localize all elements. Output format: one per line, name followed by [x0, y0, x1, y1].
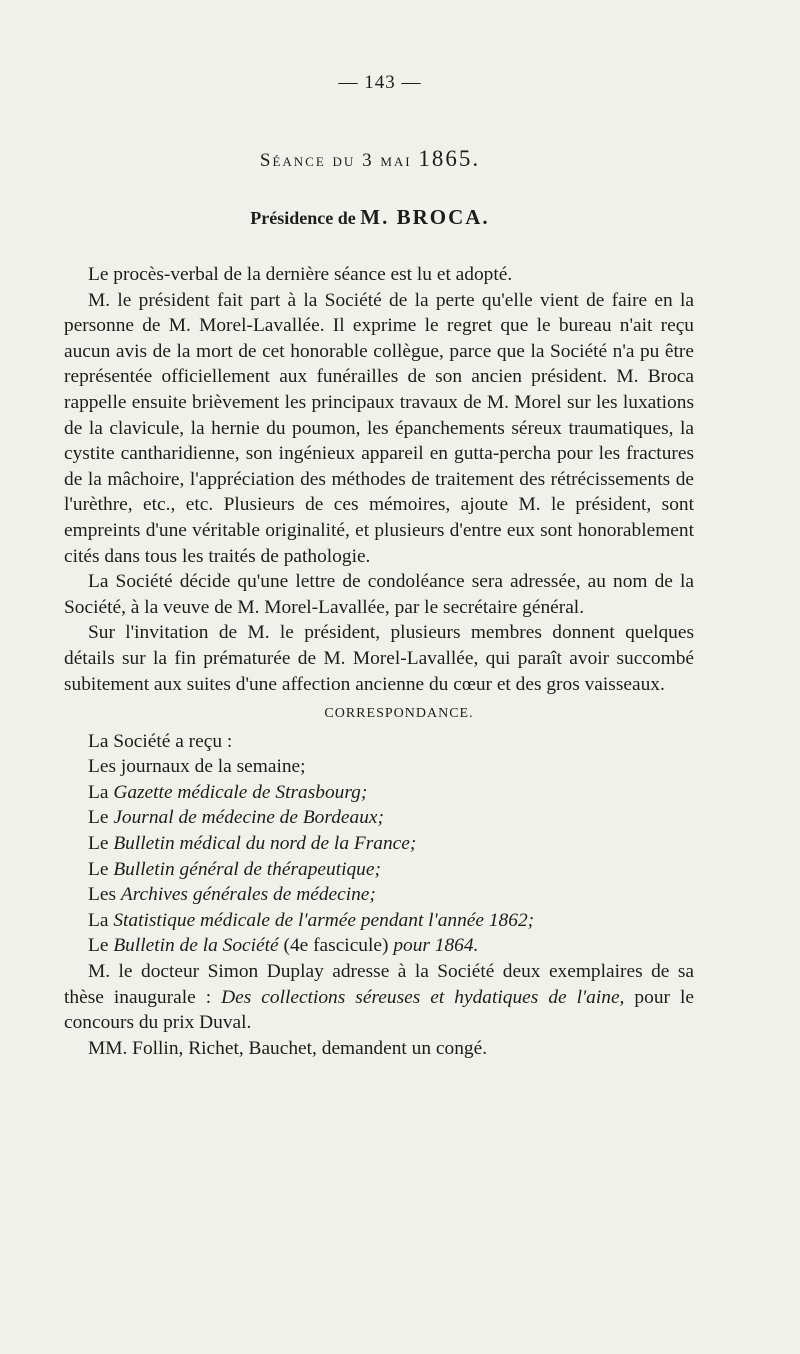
seance-heading	[0, 146, 740, 172]
president-name: M. BROCA.	[360, 205, 490, 229]
paragraph: M. le président fait part à la Société de la perte qu'elle vient de faire en la personne de M. Morel-Lavallée. Il exprime le regret que le bureau n'ait reçu aucun avis de la mort de cet honorable collègue, parce que la Société n'a pu être représentée officiellement aux funérailles de son ancien président. M. Broca rappelle ensuite brièvement les principaux travaux de M. Morel sur les luxations de la clavicule, la hernie du poumon, les épanchements séreux traumatiques, la cystite cantharidienne, son ingénieux appareil en gutta-percha pour les fractures de la mâchoire, l'appréciation des méthodes de traitement des rétrécissements de l'urèthre, etc., etc. Plusieurs de ces mémoires, ajoute M. le président, sont empreints d'une véritable originalité, et plusieurs d'entre eux sont honorablement cités dans tous les traités de pathologie.	[64, 289, 694, 567]
presidence-heading	[0, 205, 740, 230]
page-number: — 143 —	[338, 72, 422, 93]
item-title: Gazette médicale de Strasbourg;	[113, 781, 368, 803]
document-body	[64, 262, 694, 1061]
item-tail: pour 1864.	[393, 935, 479, 957]
item-prefix: Les	[88, 884, 116, 906]
item-prefix: Le	[88, 935, 109, 957]
list-item	[64, 754, 694, 780]
correspondance-intro: La Société a reçu :	[88, 730, 233, 752]
item-title: Bulletin général de thérapeutique;	[113, 858, 381, 880]
item-prefix: Les journaux de la semaine;	[88, 756, 306, 778]
paragraph: Le procès-verbal de la dernière séance est lu et adopté.	[88, 264, 513, 285]
list-item	[64, 780, 694, 806]
paragraph-duplay	[64, 959, 694, 1036]
list-item	[64, 908, 694, 934]
item-suffix: (4e fascicule)	[283, 935, 389, 957]
item-prefix: La	[88, 909, 109, 931]
item-prefix: La	[88, 781, 109, 803]
item-prefix: Le	[88, 807, 109, 829]
duplay-end: pour le concours du prix Duval.	[64, 986, 694, 1034]
list-item	[64, 857, 694, 883]
item-prefix: Le	[88, 858, 109, 880]
list-item	[64, 933, 694, 959]
seance-year: 1865.	[418, 146, 481, 171]
item-prefix: Le	[88, 833, 109, 855]
item-title: Bulletin médical du nord de la France;	[113, 833, 417, 855]
paragraph: La Société décide qu'une lettre de condoléance sera adressée, au nom de la Société, à la veuve de M. Morel-Lavallée, par le secrétaire général.	[64, 571, 694, 618]
item-title: Archives générales de médecine;	[120, 884, 376, 906]
paragraph-conge: MM. Follin, Richet, Bauchet, demandent un congé.	[88, 1037, 488, 1059]
list-item	[64, 831, 694, 857]
duplay-text: M. le docteur Simon Duplay adresse à la Société deux exemplaires de sa thèse inaugurale :	[64, 961, 694, 1008]
item-title: Journal de médecine de Bordeaux;	[113, 807, 384, 829]
duplay-title: Des collections séreuses et hydatiques de l'aine,	[221, 986, 625, 1008]
list-item	[64, 805, 694, 831]
item-title: Statistique médicale de l'armée pendant l'année 1862;	[113, 909, 535, 931]
item-title: Bulletin de la Société	[113, 935, 279, 957]
paragraph: Sur l'invitation de M. le président, plusieurs membres donnent quelques détails sur la fin prématurée de M. Morel-Lavallée, qui paraît avoir succombé subitement aux suites d'une affection ancienne du cœur et des gros vaisseaux.	[64, 622, 694, 695]
list-item	[64, 882, 694, 908]
seance-date: Séance du 3 mai	[259, 150, 412, 171]
correspondance-title: CORRESPONDANCE.	[324, 706, 474, 722]
presidence-label: Présidence de	[250, 208, 356, 228]
